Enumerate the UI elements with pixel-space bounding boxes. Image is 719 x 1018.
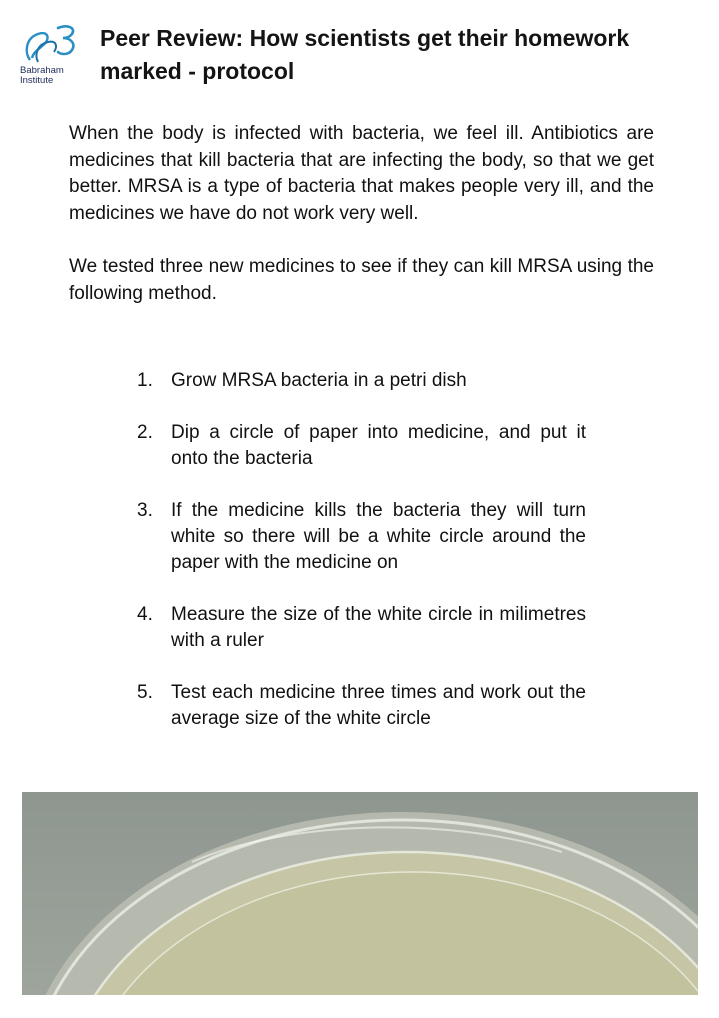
protocol-step [133,680,586,732]
logo-line-2: Institute [20,75,54,86]
step-number: 4. [137,604,153,625]
step-number: 5. [137,682,153,703]
petri-dish-photo [22,792,698,995]
intro-paragraph-1: When the body is infected with bacteria, we feel ill. Antibiotics are medicines that kill bacteria that are infecting the body, so that we get better. MRSA is a type of bacteria that makes people very ill, and the medicines we have do not work very well. [69,123,654,224]
protocol-step [133,368,586,394]
intro-paragraph-2: We tested three new medicines to see if they can kill MRSA using the following method. [69,256,654,304]
step-text: Measure the size of the white circle in milimetres with a ruler [171,604,586,651]
step-text: Grow MRSA bacteria in a petri dish [171,370,467,391]
protocol-step [133,498,586,576]
step-text: Test each medicine three times and work out the average size of the white circle [171,682,586,729]
step-text: Dip a circle of paper into medicine, and put it onto the bacteria [171,422,586,469]
step-text: If the medicine kills the bacteria they will turn white so there will be a white circle around the paper with the medicine on [171,500,586,573]
intro-text [69,121,654,334]
babraham-institute-logo [16,22,88,94]
step-number: 2. [137,422,153,443]
logo-wordmark [20,66,64,86]
step-number: 1. [137,370,153,391]
protocol-step [133,420,586,472]
protocol-step [133,602,586,654]
page-title-line-2: marked - protocol [100,58,295,84]
logo-line-1: Babraham [20,65,64,76]
petri-dish-image [22,792,698,995]
protocol-steps-list [133,368,586,758]
page-title [100,22,700,88]
page-title-line-1: Peer Review: How scientists get their homework [100,25,630,51]
step-number: 3. [137,500,153,521]
logo-swirl-icon [16,22,88,66]
